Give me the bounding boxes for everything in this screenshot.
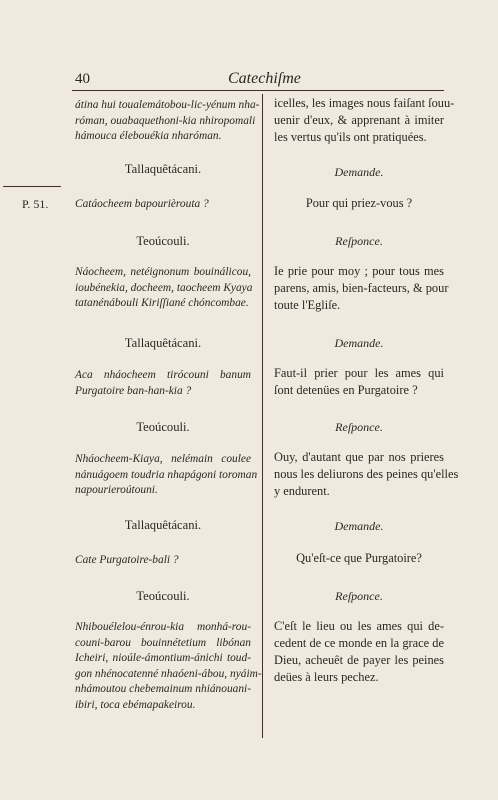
answer-paragraph	[75, 265, 251, 312]
text-line: Ouy, d'autant que par nos prieres	[274, 450, 444, 464]
text-line: uenir d'eux, & apprenant à imiter	[274, 113, 444, 127]
text-line: Nhibouélelou-énrou-kia monhá-rou-	[75, 621, 251, 633]
text-line: Faut-il prier pour les ames qui	[274, 366, 444, 380]
demande-label: Demande.	[334, 336, 384, 350]
demande-label: Demande.	[334, 165, 384, 179]
text-line: Icheiri, nioúle-ámontium-ánichi toud-	[75, 652, 251, 664]
text-line: tatanénábouli Kiriſſiané chóncombae.	[75, 297, 249, 309]
text-line: Cate Purgatoire-bali ?	[75, 554, 179, 566]
question-text	[274, 195, 444, 212]
text-line: parens, amis, bien-facteurs, & pour	[274, 281, 449, 295]
reponse-label: Reſponce.	[335, 420, 383, 434]
text-line: átina hui toualemátobou-lic-yénum nha-	[75, 99, 260, 111]
margin-rule	[3, 186, 61, 187]
text-line: nhámoutou chebemainum nhiánouani-	[75, 683, 251, 695]
question-text	[274, 365, 444, 399]
text-line: toute l'Egliſe.	[274, 298, 341, 312]
text-line: deües à leurs pechez.	[274, 670, 379, 684]
question-text	[75, 197, 251, 213]
answer-paragraph	[75, 452, 258, 499]
answer-paragraph	[274, 449, 459, 500]
text-line: icelles, les images nous faiſant ſouu-	[274, 96, 455, 110]
question-heading: Tallaquêtácani.	[124, 162, 202, 176]
reponse-label: Reſponce.	[335, 589, 383, 603]
question-text	[75, 553, 251, 569]
text-line: Aca nháocheem tirócouni banum	[75, 369, 251, 381]
text-line: ſont detenües en Purgatoire ?	[274, 383, 418, 397]
answer-heading: Teoúcouli.	[136, 420, 190, 434]
text-line: hámouca élebouékia nharóman.	[75, 130, 222, 142]
text-line: ioubénekia, docheem, taocheem Kyaya	[75, 281, 253, 294]
text-line: napourieroútouni.	[75, 484, 158, 496]
text-line: Ie prie pour moy ; pour tous mes	[274, 264, 444, 278]
answer-paragraph	[274, 263, 449, 314]
answer-heading: Teoúcouli.	[136, 589, 190, 603]
margin-page-reference: P. 51.	[22, 197, 49, 211]
text-line: Nháocheem-Kiaya, nelémain coulee	[75, 453, 251, 465]
question-text	[274, 550, 444, 567]
text-line: Dieu, acheuêt de payer les peines	[274, 653, 444, 667]
text-line: gon nhénocatenné nhaóeni-ábou, nyáim-	[75, 667, 262, 680]
answer-heading: Teoúcouli.	[136, 234, 190, 248]
column-divider	[262, 94, 263, 738]
text-line: róman, ouabaquethoni-kia nhiropomali	[75, 114, 256, 127]
header-rule	[72, 90, 444, 91]
text-line: nous les deliurons des peines qu'elles	[274, 467, 459, 481]
question-text	[75, 368, 251, 399]
running-title: Catechiſme	[228, 70, 301, 87]
question-heading: Tallaquêtácani.	[124, 336, 202, 350]
left-intro-paragraph	[75, 98, 260, 145]
demande-label: Demande.	[334, 519, 384, 533]
text-line: ibiri, toca ebémapakeirou.	[75, 698, 196, 711]
right-intro-paragraph	[274, 95, 455, 146]
text-line: Purgatoire ban-han-kia ?	[75, 384, 192, 397]
text-line: cedent de ce monde en la grace de	[274, 636, 444, 650]
question-heading: Tallaquêtácani.	[124, 518, 202, 532]
text-line: y endurent.	[274, 484, 330, 498]
text-line: les vertus qu'ils ont pratiquées.	[274, 130, 427, 144]
text-line: Catáocheem bapourièrouta ?	[75, 198, 209, 210]
text-line: C'eſt le lieu ou les ames qui de-	[274, 619, 444, 633]
text-line: Náocheem, netéignonum bouinálicou,	[75, 266, 251, 278]
text-line: nánuágoem toudria nhapágoni toroman	[75, 468, 258, 481]
page-number: 40	[75, 71, 90, 87]
text-line: Pour qui priez-vous ?	[305, 196, 413, 210]
reponse-label: Reſponce.	[335, 234, 383, 248]
answer-paragraph	[75, 620, 262, 713]
text-line: Qu'eſt-ce que Purgatoire?	[296, 551, 422, 565]
text-line: couni-barou bouinnétetium libónan	[75, 636, 251, 649]
answer-paragraph	[274, 618, 444, 686]
